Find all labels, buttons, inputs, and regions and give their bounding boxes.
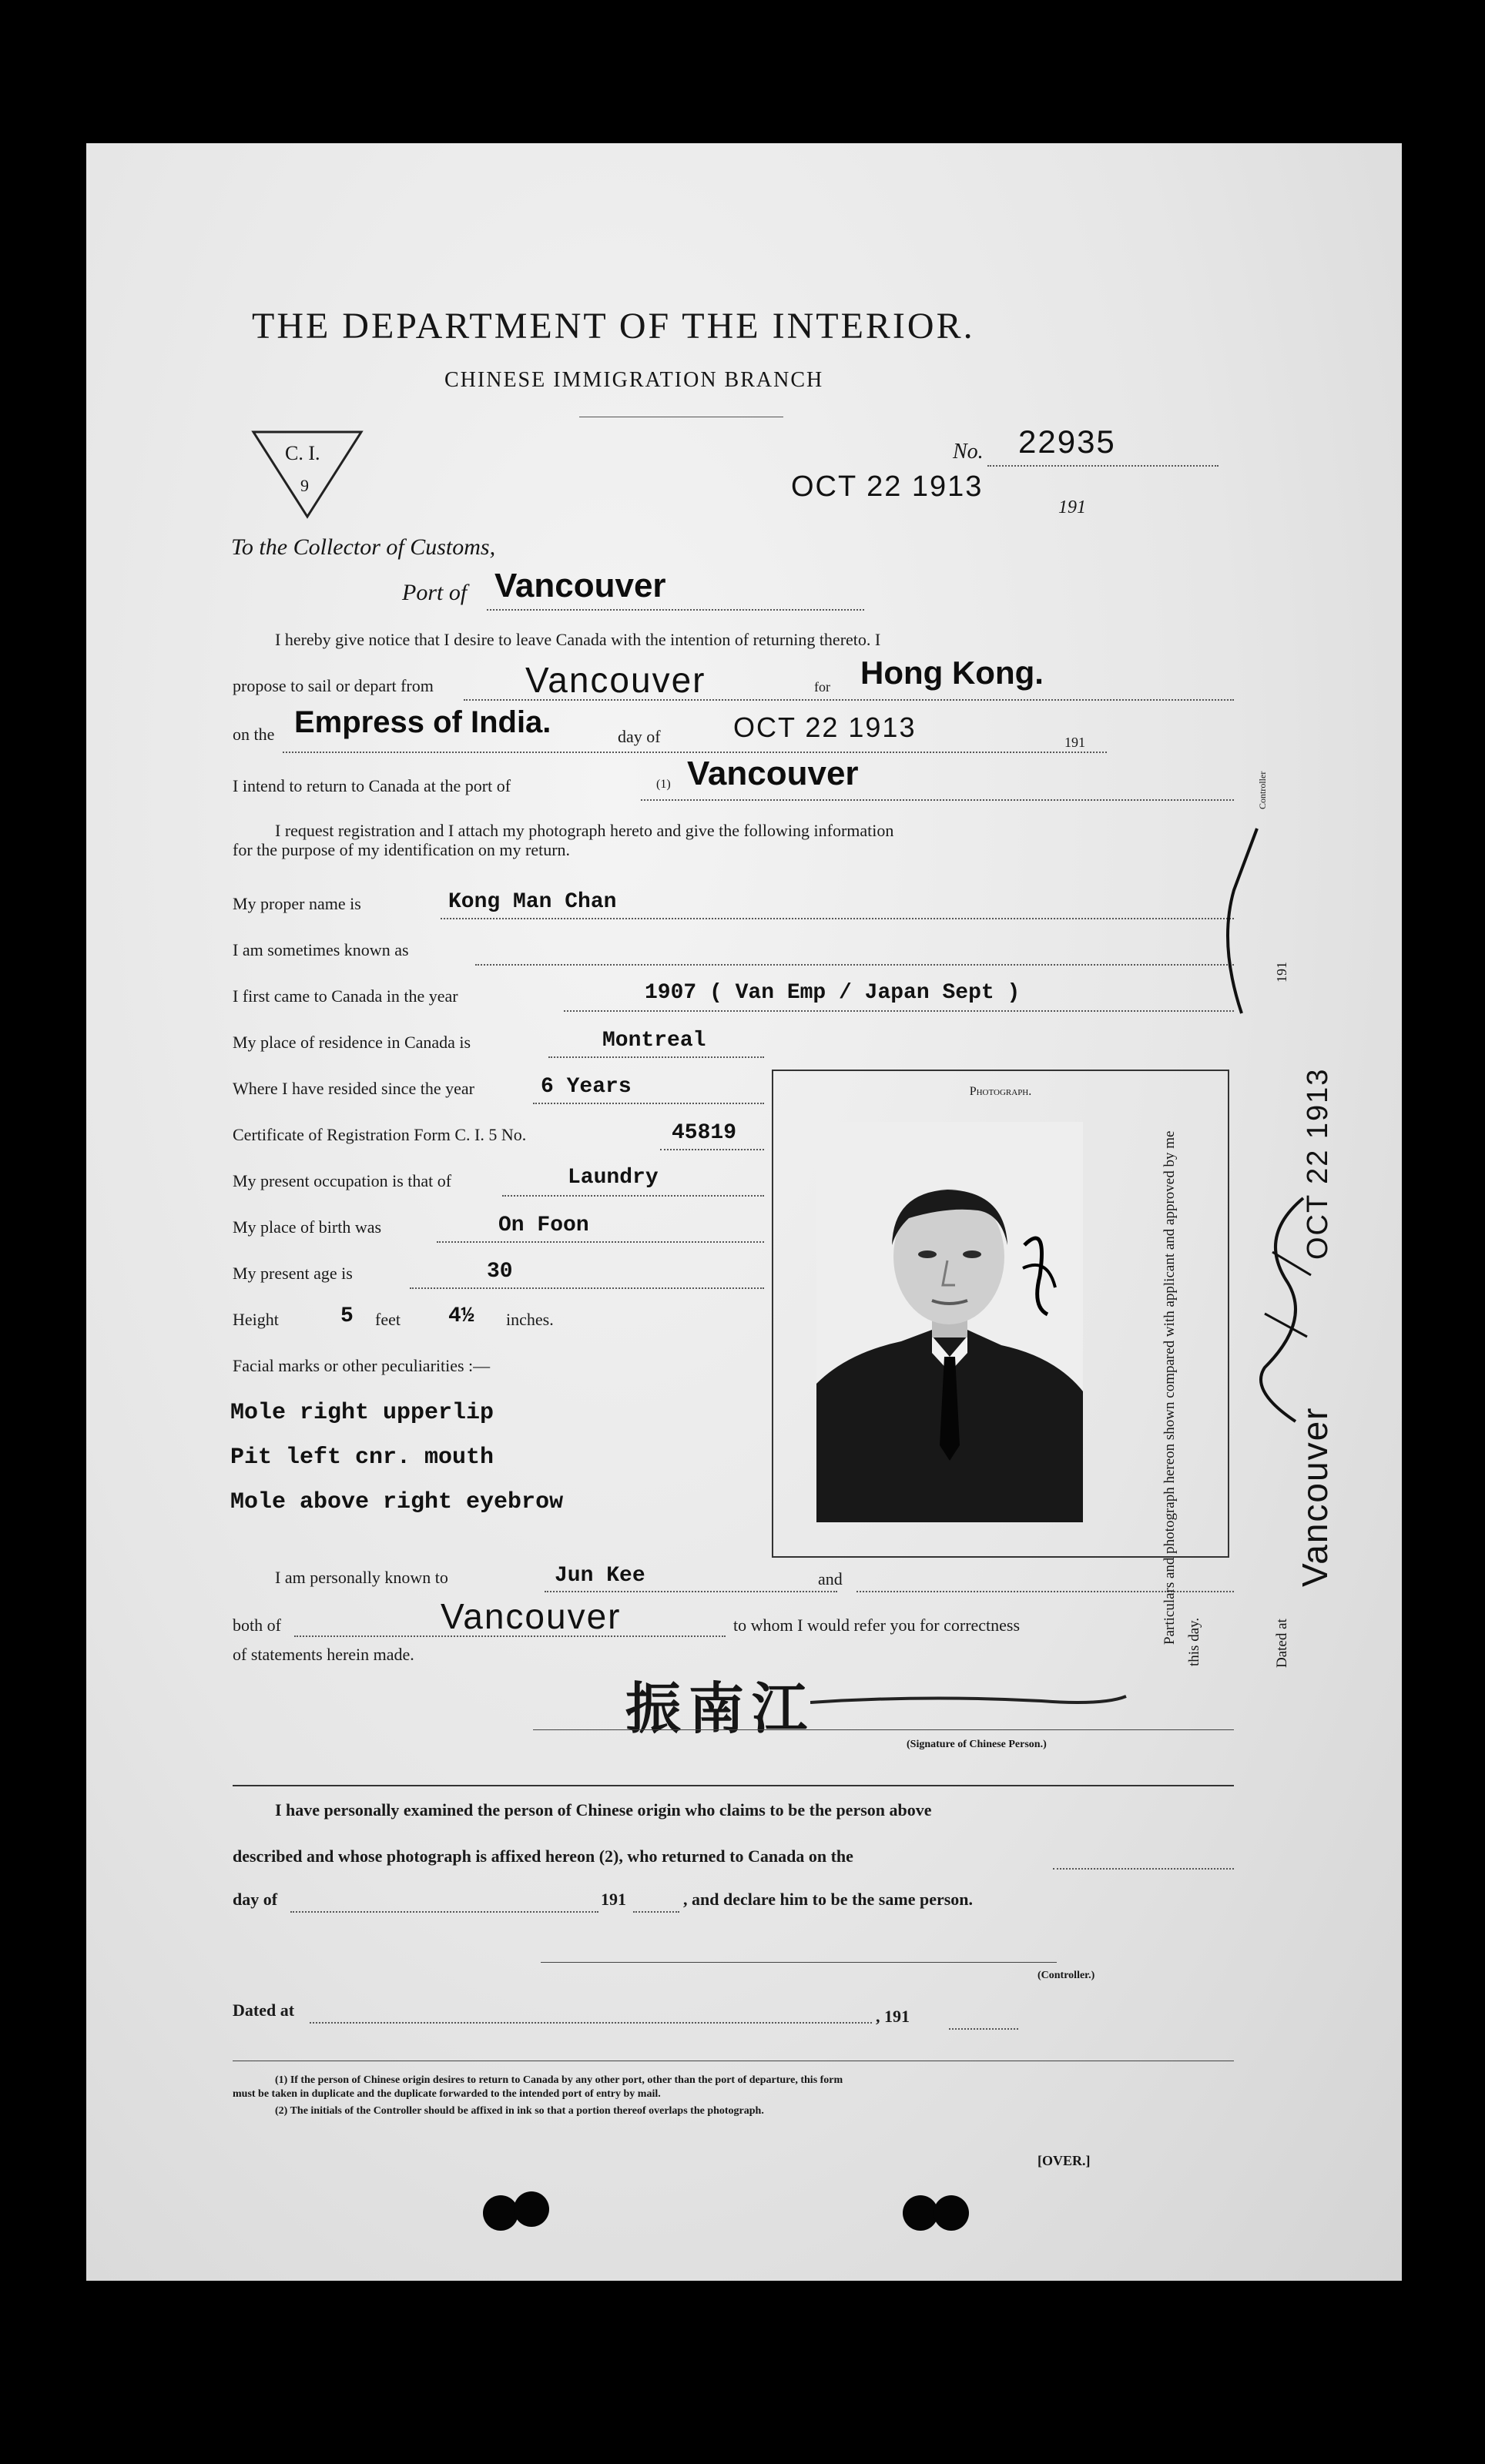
field-label-occupation: My present occupation is that of (233, 1171, 452, 1190)
chinese-signature: 振南江 (625, 1676, 816, 1741)
field-value-age: 30 (487, 1260, 513, 1284)
side-date: OCT 22 1913 (1302, 1067, 1334, 1260)
field-label-birthplace: My place of birth was (233, 1217, 382, 1237)
for-label: for (814, 679, 830, 695)
propose-label: propose to sail or depart from (233, 676, 434, 695)
footnote-1a: (1) If the person of Chinese origin desires to return to Canada by any other port, other than the port of departure, this form (275, 2074, 843, 2086)
signature-caption: (Signature of Chinese Person.) (907, 1739, 1047, 1750)
depart-from: Vancouver (525, 660, 706, 700)
side-place: Vancouver (1295, 1406, 1335, 1587)
known-to-label: I am personally known to (275, 1568, 448, 1587)
section-divider (233, 1785, 1234, 1786)
return-port: Vancouver (687, 755, 859, 792)
form-code-top: C. I. (285, 442, 320, 464)
field-label-first-came: I first came to Canada in the year (233, 986, 458, 1006)
year-suffix: 191 (1058, 497, 1086, 517)
and-label: and (818, 1569, 843, 1589)
day-of-label: day of (618, 727, 661, 746)
number-label: No. (953, 440, 984, 464)
destination: Hong Kong. (860, 654, 1044, 691)
form-number: 22935 (1018, 424, 1116, 460)
controller-initials (1242, 1190, 1326, 1437)
controller-declare: , and declare him to be the same person. (683, 1890, 974, 1909)
field-value-residence: Montreal (602, 1029, 706, 1053)
depart-date: OCT 22 1913 (733, 711, 917, 743)
controller-para-2: described and whose photograph is affixed hereon (2), who returned to Canada on the (233, 1846, 853, 1866)
footnote-1b: must be taken in duplicate and the duplicate forwarded to the intended port of entry by mail. (233, 2088, 661, 2100)
side-controller: Controller (1257, 771, 1268, 809)
height-inches: 4½ (448, 1304, 474, 1328)
known-to-value: Jun Kee (555, 1564, 645, 1588)
facial-mark-line: Mole above right eyebrow (230, 1489, 564, 1515)
both-of-value: Vancouver (441, 1596, 622, 1636)
approval-text: Particulars and photograph hereon shown compared with applicant and approved by me (1162, 1130, 1178, 1645)
field-label-age: My present age is (233, 1264, 353, 1283)
height-label: Height (233, 1310, 279, 1329)
field-value-birthplace: On Foon (498, 1214, 589, 1237)
field-label-certificate: Certificate of Registration Form C. I. 5 No. (233, 1125, 527, 1144)
controller-para-1: I have personally examined the person of Chinese origin who claims to be the person above (275, 1800, 932, 1820)
request-text-2: for the purpose of my identification on my return. (233, 840, 571, 859)
controller-day-of: day of (233, 1890, 278, 1909)
on-the-label: on the (233, 725, 275, 744)
field-value-proper-name: Kong Man Chan (448, 890, 617, 914)
punch-hole (934, 2195, 969, 2231)
height-feet: 5 (340, 1304, 354, 1328)
photograph-frame (772, 1070, 1229, 1558)
controller-dated-year: , 191 (876, 2007, 910, 2026)
request-text-1: I request registration and I attach my photograph hereto and give the following information (275, 821, 894, 840)
field-value-occupation: Laundry (568, 1166, 659, 1190)
field-label-known-as: I am sometimes known as (233, 940, 409, 959)
depart-year-suffix: 191 (1064, 735, 1085, 750)
notice-text: I hereby give notice that I desire to leave Canada with the intention of returning thereto. I (275, 630, 881, 649)
form-code-number: 9 (300, 476, 309, 495)
return-label: I intend to return to Canada at the port of (233, 776, 511, 795)
side-year: 191 (1274, 962, 1289, 983)
port-of-label: Port of (402, 580, 468, 605)
facial-marks-label: Facial marks or other peculiarities :— (233, 1356, 491, 1375)
field-value-resided-since: 6 Years (541, 1075, 632, 1099)
side-signature (1203, 821, 1280, 1021)
side-dated-at: Dated at (1274, 1619, 1290, 1668)
height-feet-label: feet (375, 1310, 401, 1329)
punch-hole (514, 2191, 549, 2227)
field-value-first-came: 1907 ( Van Emp / Japan Sept ) (645, 981, 1021, 1005)
date-stamp: OCT 22 1913 (791, 470, 984, 503)
approval-this-day: this day. (1186, 1617, 1202, 1666)
footnote-2: (2) The initials of the Controller should be affixed in ink so that a portion thereof overlaps the photograph. (275, 2105, 764, 2117)
statements-text: of statements herein made. (233, 1645, 414, 1664)
field-value-certificate: 45819 (672, 1121, 737, 1145)
controller-year: 191 (601, 1890, 626, 1909)
over-label: [OVER.] (1037, 2153, 1091, 2168)
field-label-residence: My place of residence in Canada is (233, 1033, 471, 1052)
controller-caption: (Controller.) (1037, 1970, 1095, 1981)
department-title: THE DEPARTMENT OF THE INTERIOR. (252, 306, 975, 346)
both-of-label: both of (233, 1615, 281, 1635)
facial-mark-line: Mole right upperlip (230, 1400, 494, 1426)
form-code-triangle (250, 428, 365, 521)
field-label-resided-since: Where I have resided since the year (233, 1079, 474, 1098)
punch-hole (483, 2195, 518, 2231)
facial-mark-line: Pit left cnr. mouth (230, 1445, 494, 1471)
branch-subtitle: CHINESE IMMIGRATION BRANCH (444, 368, 824, 392)
port-of-value: Vancouver (494, 567, 666, 604)
controller-dated-at: Dated at (233, 2000, 295, 2020)
height-inches-label: inches. (506, 1310, 554, 1329)
photograph-caption: Photograph. (969, 1085, 1032, 1098)
refer-text: to whom I would refer you for correctness (733, 1615, 1021, 1635)
ship-name: Empress of India. (294, 705, 551, 739)
to-collector: To the Collector of Customs, (231, 534, 496, 560)
applicant-photo (816, 1122, 1083, 1522)
field-label-proper-name: My proper name is (233, 894, 361, 913)
signature-flourish (810, 1687, 1134, 1718)
return-footnote-mark: (1) (656, 778, 671, 791)
immigration-form (86, 143, 1402, 2281)
